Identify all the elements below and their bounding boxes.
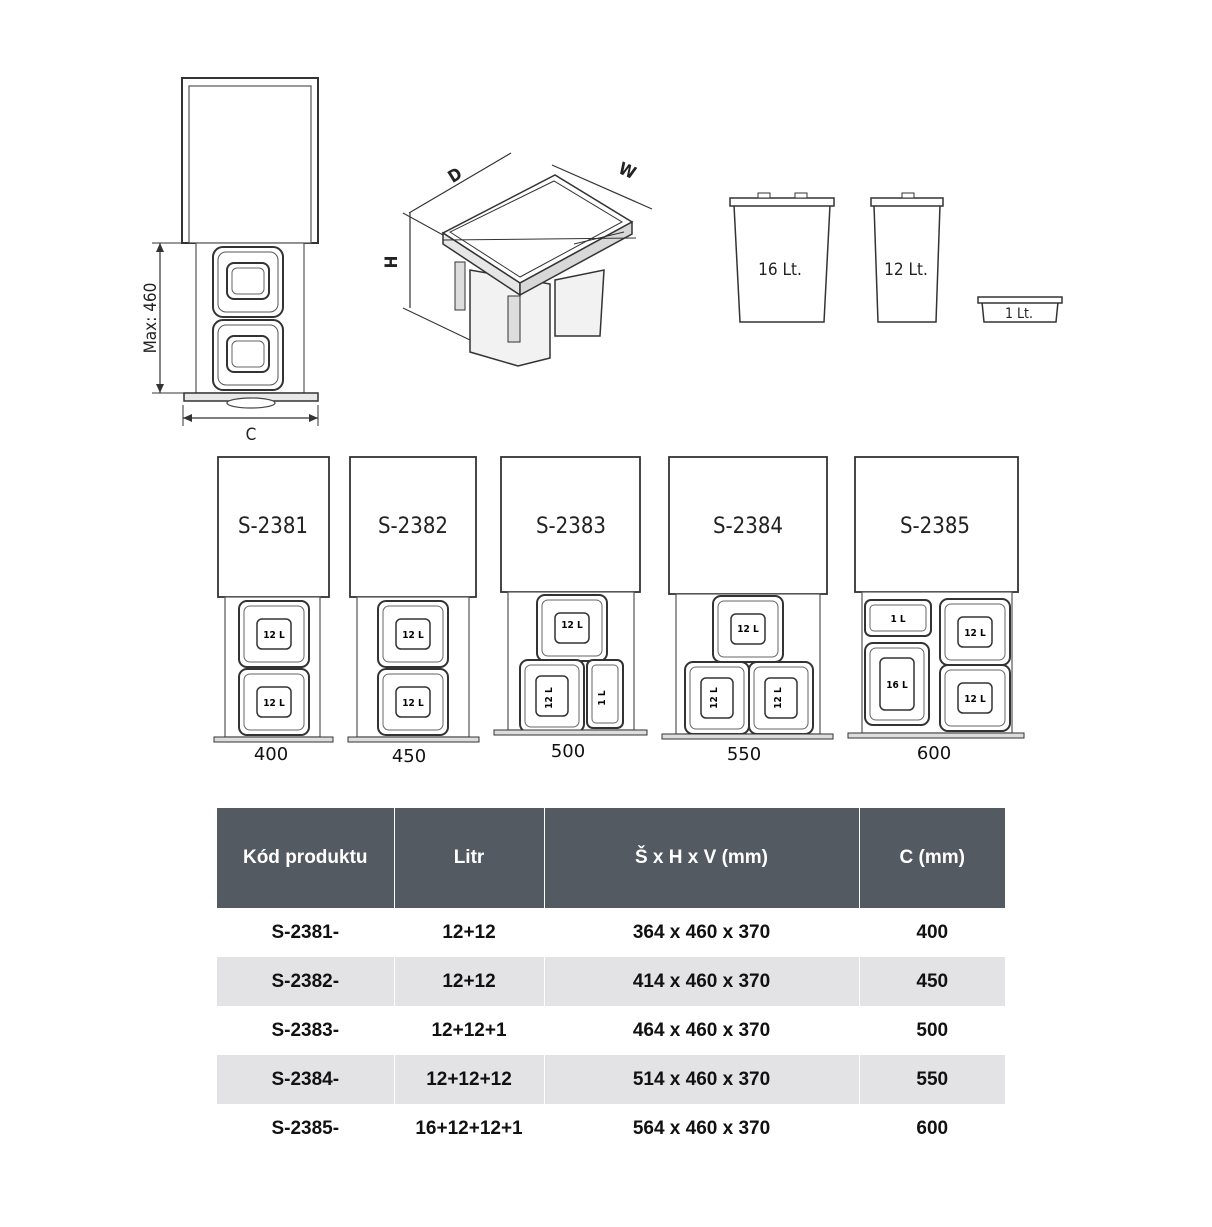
bin-16l-label: 16 Lt. — [758, 260, 802, 280]
height-label: H — [382, 255, 402, 269]
cell-c: 450 — [859, 957, 1005, 1006]
cell-dimensions: 364 x 460 x 370 — [544, 908, 859, 957]
bin-1l-label: 1 Lt. — [1005, 306, 1033, 322]
cell-code: S-2385- — [217, 1104, 394, 1153]
bin-12l — [871, 193, 943, 322]
cell-code: S-2382- — [217, 957, 394, 1006]
model-s2385 — [848, 457, 1024, 738]
model-s2382-code: S-2382 — [377, 514, 449, 539]
cell-dimensions: 514 x 460 x 370 — [544, 1055, 859, 1104]
model-s2383 — [494, 457, 647, 735]
cell-litr: 12+12 — [394, 908, 544, 957]
model-s2384-code: S-2384 — [712, 514, 784, 539]
front-view — [141, 78, 318, 445]
cell-litr: 16+12+12+1 — [394, 1104, 544, 1153]
model-s2385-bin2: 12 L — [964, 628, 986, 639]
model-s2382-bin1: 12 L — [402, 630, 424, 641]
cell-c: 550 — [859, 1055, 1005, 1104]
table-row — [217, 1104, 1005, 1153]
cell-c: 500 — [916, 1019, 949, 1041]
model-s2382-bin2: 12 L — [402, 698, 424, 709]
model-s2381-width: 400 — [253, 744, 289, 765]
spec-table — [217, 808, 1005, 1153]
model-s2383-bin3: 1 L — [597, 690, 608, 706]
cell-dimensions: 564 x 460 x 370 — [544, 1104, 859, 1153]
table-row — [217, 1006, 1005, 1055]
top-drawings — [0, 0, 1212, 450]
max-height-label: Max: 460 — [141, 282, 161, 354]
model-s2384-bin2: 12 L — [709, 687, 720, 709]
table-row — [217, 908, 1005, 957]
header-product-code: Kód produktu — [217, 808, 394, 908]
cell-c: 600 — [916, 1117, 949, 1139]
model-s2385-bin4: 12 L — [964, 694, 986, 705]
cell-code: S-2381- — [217, 908, 394, 957]
header-dimensions: Š x H x V (mm) — [544, 808, 859, 908]
cell-code: S-2383- — [217, 1006, 394, 1055]
c-label: C — [245, 425, 257, 445]
model-s2385-width: 600 — [916, 743, 952, 764]
model-views — [0, 450, 1212, 790]
cell-litr: 12+12 — [394, 957, 544, 1006]
table-row — [217, 1055, 1005, 1104]
depth-label: D — [444, 163, 467, 188]
cell-code: S-2384- — [217, 1055, 394, 1104]
bin-12l-label: 12 Lt. — [884, 260, 928, 280]
model-s2385-bin1: 1 L — [890, 614, 906, 625]
model-s2385-bin3: 16 L — [886, 680, 908, 691]
table-header-row — [217, 808, 1005, 908]
model-s2384-width: 550 — [726, 744, 762, 765]
model-s2384 — [662, 457, 833, 739]
model-s2384-bin1: 12 L — [737, 624, 759, 635]
cell-litr: 12+12+12 — [394, 1055, 544, 1104]
header-litr: Litr — [394, 808, 544, 908]
model-s2383-bin2: 12 L — [544, 687, 555, 709]
cell-dimensions: 464 x 460 x 370 — [544, 1006, 859, 1055]
model-s2383-width: 500 — [550, 741, 586, 762]
table-row — [217, 957, 1005, 1006]
model-s2382-width: 450 — [391, 746, 427, 767]
cell-dimensions: 414 x 460 x 370 — [544, 957, 859, 1006]
model-s2383-bin1: 12 L — [561, 620, 583, 631]
model-s2384-bin3: 12 L — [773, 687, 784, 709]
isometric-view — [443, 175, 636, 366]
cell-litr: 12+12+1 — [394, 1006, 544, 1055]
model-s2385-code: S-2385 — [899, 514, 971, 539]
model-s2381-code: S-2381 — [237, 514, 309, 539]
cell-c: 400 — [916, 921, 949, 943]
model-s2381-bin2: 12 L — [263, 698, 285, 709]
width-label: W — [615, 158, 639, 185]
bin-16l — [730, 193, 834, 322]
model-s2381-bin1: 12 L — [263, 630, 285, 641]
model-s2383-code: S-2383 — [535, 514, 607, 539]
header-c: C (mm) — [859, 808, 1005, 908]
